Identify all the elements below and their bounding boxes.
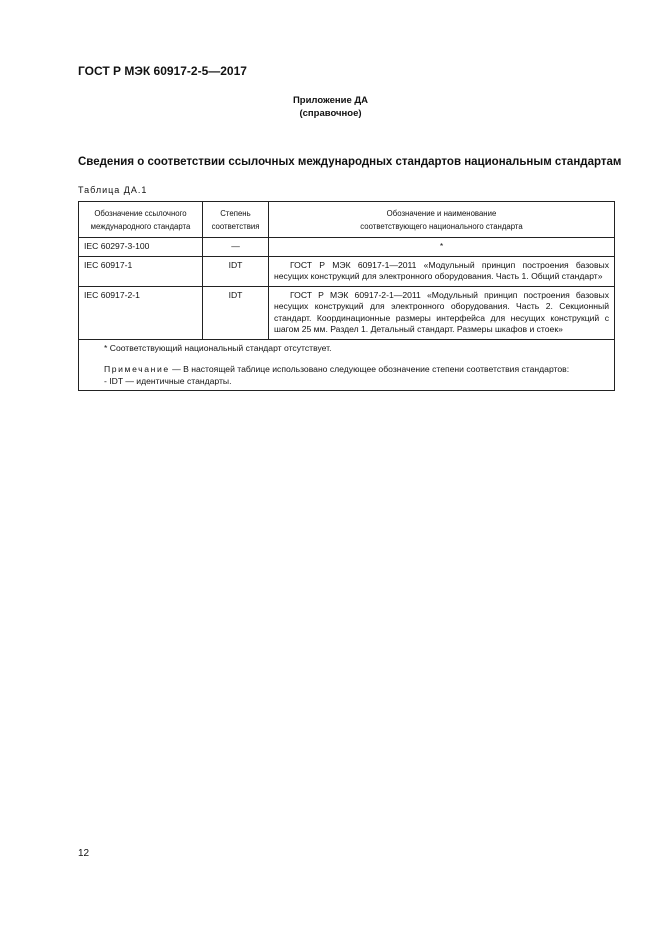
- cell-degree: —: [203, 238, 269, 257]
- cell-code: IEC 60917-1: [79, 256, 203, 286]
- header-national-standard: Обозначение и наименование соответствующего национального стандарта: [269, 202, 615, 238]
- table-row: [79, 286, 615, 339]
- cell-code: IEC 60297-3-100: [79, 238, 203, 257]
- correspondence-table: [78, 201, 615, 391]
- header-intl-standard: Обозначение ссылочного международного стандарта: [79, 202, 203, 238]
- table-footer-row: [79, 339, 615, 391]
- annex-subtitle: (справочное): [299, 108, 362, 119]
- document-code: ГОСТ Р МЭК 60917-2-5—2017: [78, 64, 247, 78]
- table-label: Таблица ДА.1: [78, 185, 148, 195]
- cell-code: IEC 60917-2-1: [79, 286, 203, 339]
- table-row: [79, 256, 615, 286]
- table-header-row: [79, 202, 615, 238]
- note-text: — В настоящей таблице использовано следующее обозначение степени соответствия стандартов:: [169, 364, 570, 374]
- annex-title: Приложение ДА: [292, 95, 369, 106]
- cell-degree: IDT: [203, 256, 269, 286]
- annex-heading: [0, 94, 661, 120]
- note: [84, 364, 609, 376]
- header-degree: Степень соответствия: [203, 202, 269, 238]
- cell-degree: IDT: [203, 286, 269, 339]
- page-number: 12: [78, 848, 90, 859]
- note-label: Примечание: [104, 364, 170, 374]
- cell-name: ГОСТ Р МЭК 60917-2-1—2011 «Модульный принцип построения базовых несущих конструкций для электронного оборудования. Часть 2. Секционный стандарт. Координационные размеры интерфейса для несущих конструкций с шагом 25 мм. Раздел 1. Детальный стандарт. Размеры шкафов и стоек»: [269, 286, 615, 339]
- section-title: Сведения о соответствии ссылочных международных стандартов национальным стандартам: [78, 156, 622, 168]
- note-item: - IDT — идентичные стандарты.: [104, 375, 232, 386]
- table-row: [79, 238, 615, 257]
- table-notes: [79, 339, 615, 391]
- footnote: * Соответствующий национальный стандарт отсутствует.: [104, 342, 332, 353]
- cell-name: *: [269, 238, 615, 257]
- cell-name: ГОСТ Р МЭК 60917-1—2011 «Модульный принцип построения базовых несущих конструкций для электронного оборудования. Часть 1. Общий стандарт»: [269, 256, 615, 286]
